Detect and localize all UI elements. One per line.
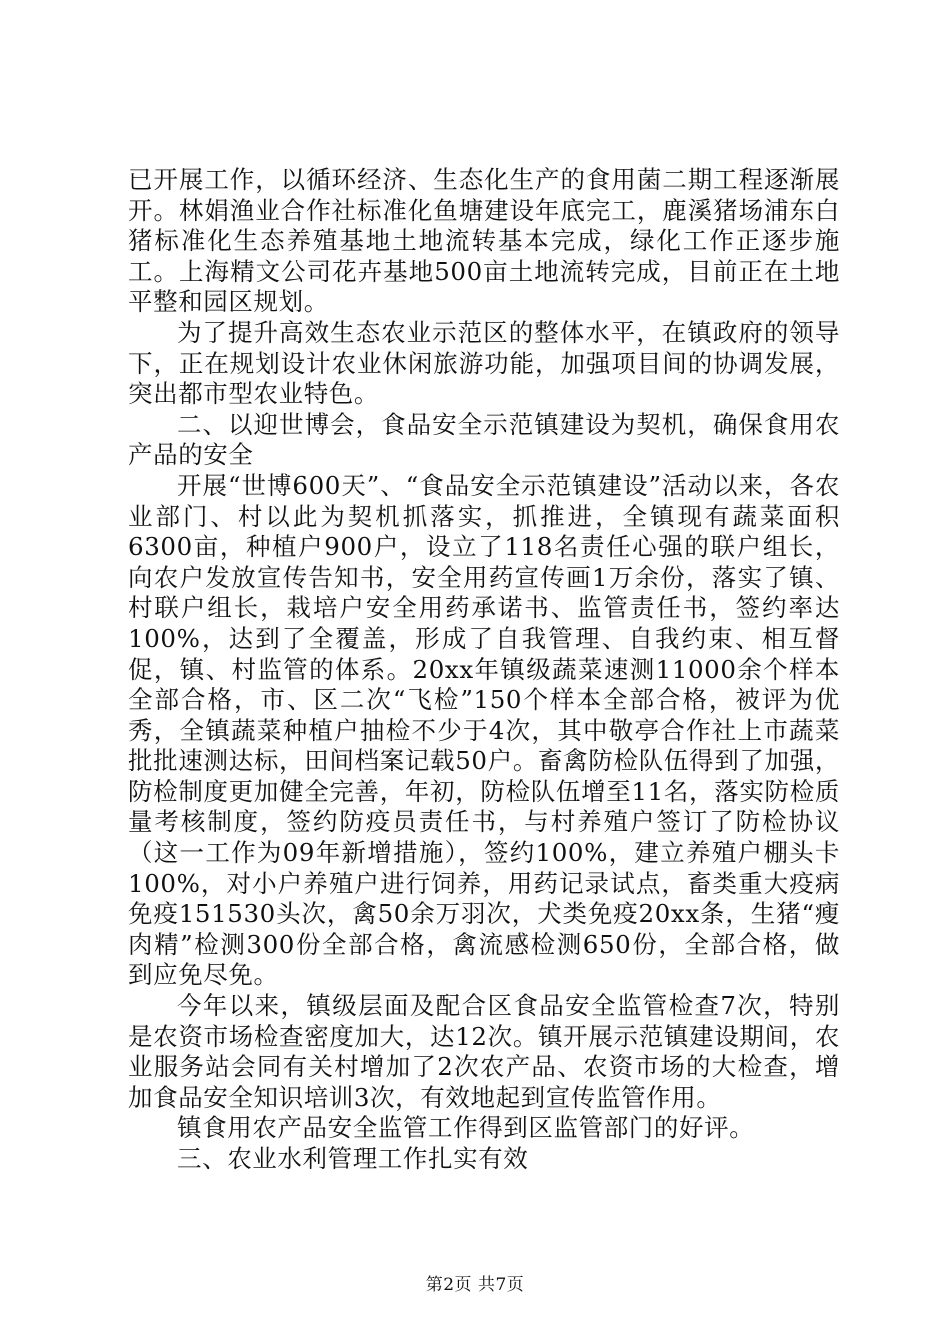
section-heading-3: 三、农业水利管理工作扎实有效	[177, 1144, 529, 1173]
section-heading-2: 二、以迎世博会，食品安全示范镇建设为契机，确保食用农产品的安全	[128, 409, 840, 470]
paragraph-5: 镇食用农产品安全监管工作得到区监管部门的好评。	[177, 1113, 755, 1143]
document-body	[128, 165, 840, 1175]
paragraph-1: 已开展工作，以循环经济、生态化生产的食用菌二期工程逐渐展开。林娟渔业合作社标准化鱼塘建设年底完工，鹿溪猪场浦东白猪标准化生态养殖基地土地流转基本完成，绿化工作正逐步施工。上海精文公司花卉基地500亩土地流转完成，目前正在土地平整和园区规划。	[128, 165, 840, 317]
paragraph-3: 开展“世博600天”、“食品安全示范镇建设”活动以来，各农业部门、村以此为契机抓落实，抓推进，全镇现有蔬菜面积6300亩，种植户900户，设立了118名责任心强的联户组长，向农户发放宣传告知书，安全用药宣传画1万余份，落实了镇、村联户组长，栽培户安全用药承诺书、监管责任书，签约率达100%，达到了全覆盖，形成了自我管理、自我约束、相互督促，镇、村监管的体系。20xx年镇级蔬菜速测11000余个样本全部合格，市、区二次“飞检”150个样本全部合格，被评为优秀，全镇蔬菜种植户抽检不少于4次，其中敬亭合作社上市蔬菜批批速测达标，田间档案记载50户。畜禽防检队伍得到了加强，防检制度更加健全完善，年初，防检队伍增至11名，落实防检质量考核制度，签约防疫员责任书，与村养殖户签订了防检协议（这一工作为09年新增措施），签约100%，建立养殖户棚头卡100%，对小户养殖户进行饲养，用药记录试点，畜类重大疫病免疫151530头次，禽50余万羽次，犬类免疫20xx条，生猪“瘦肉精”检测300份全部合格，禽流感检测650份，全部合格，做到应免尽免。	[128, 470, 840, 990]
paragraph-2: 为了提升高效生态农业示范区的整体水平，在镇政府的领导下，正在规划设计农业休闲旅游功能，加强项目间的协调发展，突出都市型农业特色。	[128, 317, 840, 409]
page-number-footer: 第2页 共7页	[425, 1275, 525, 1295]
paragraph-4: 今年以来，镇级层面及配合区食品安全监管检查7次，特别是农资市场检查密度加大，达12次。镇开展示范镇建设期间，农业服务站会同有关村增加了2次农产品、农资市场的大检查，增加食品安全知识培训3次，有效地起到宣传监管作用。	[128, 991, 840, 1112]
